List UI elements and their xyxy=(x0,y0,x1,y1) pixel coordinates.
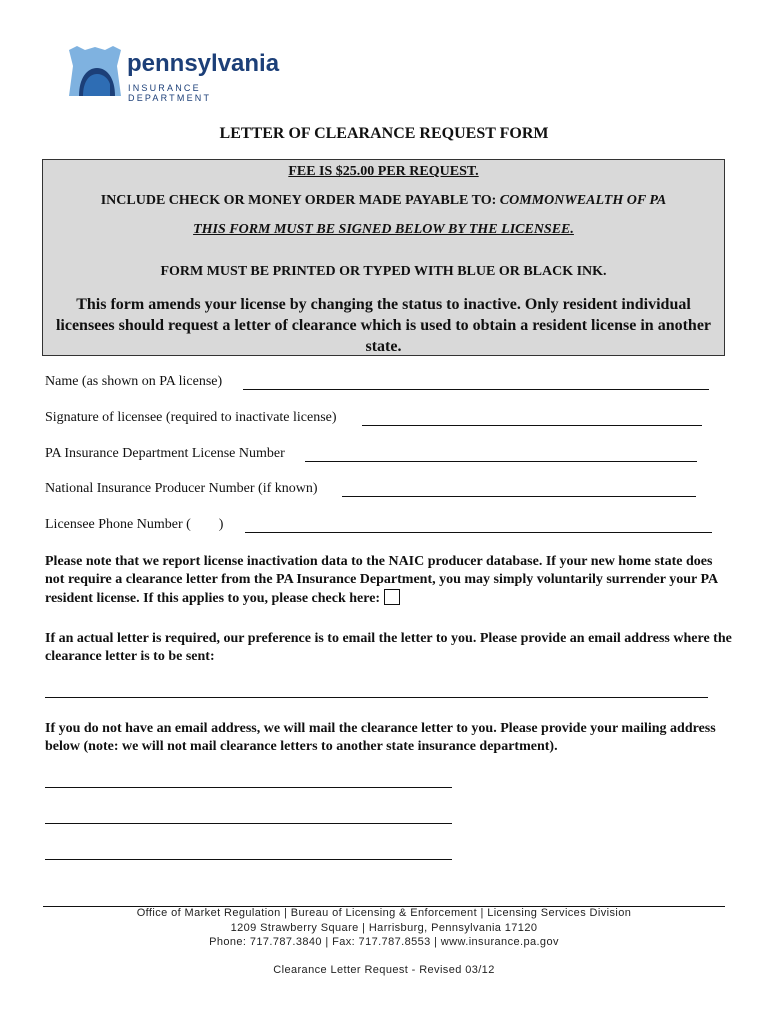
keystone-icon xyxy=(67,44,123,100)
logo-subtitle: INSURANCE DEPARTMENT xyxy=(128,83,212,103)
footer-contact: Phone: 717.787.3840 | Fax: 717.787.8553 | www.insurance.pa.gov xyxy=(209,936,559,948)
ink-notice: FORM MUST BE PRINTED OR TYPED WITH BLUE OR BLACK INK. xyxy=(160,264,607,279)
phone-field-line[interactable] xyxy=(245,532,712,533)
signature-notice: THIS FORM MUST BE SIGNED BELOW BY THE LICENSEE. xyxy=(193,222,574,237)
mailing-address-line-2[interactable] xyxy=(45,823,452,824)
mail-note: If you do not have an email address, we will mail the clearance letter to you. Please provide your mailing address below (note: we will not mail clearance letters to another state insurance department). xyxy=(45,721,716,754)
footer-address: 1209 Strawberry Square | Harrisburg, Pennsylvania 17120 xyxy=(230,922,538,934)
notice-box xyxy=(42,159,725,356)
license-number-field-line[interactable] xyxy=(305,461,697,462)
pa-insurance-logo xyxy=(67,44,280,103)
email-address-line[interactable] xyxy=(45,697,708,698)
name-field-line[interactable] xyxy=(243,389,709,390)
logo-wordmark: pennsylvania xyxy=(127,50,280,77)
payable-prefix: INCLUDE CHECK OR MONEY ORDER MADE PAYABLE TO: xyxy=(100,193,500,208)
signature-field-line[interactable] xyxy=(362,425,702,426)
naic-note xyxy=(45,553,735,608)
mailing-address-line-1[interactable] xyxy=(45,787,452,788)
payable-notice xyxy=(43,193,724,209)
fee-notice: FEE IS $25.00 PER REQUEST. xyxy=(288,164,479,179)
signature-field-label: Signature of licensee (required to inactivate license) xyxy=(45,410,337,425)
npn-field-line[interactable] xyxy=(342,496,696,497)
surrender-license-checkbox[interactable] xyxy=(384,589,400,605)
footer-revision: Clearance Letter Request - Revised 03/12 xyxy=(273,964,495,976)
name-field-label: Name (as shown on PA license) xyxy=(45,374,223,389)
payable-to: COMMONWEALTH OF PA xyxy=(499,193,667,208)
amendment-notice: This form amends your license by changing the status to inactive. Only resident individual licensees should request a letter of clearance which is used to obtain a resident license in another state. xyxy=(55,296,712,355)
email-note: If an actual letter is required, our preference is to email the letter to you. Please provide an email address where the clearance letter is to be sent: xyxy=(45,631,732,664)
form-title: LETTER OF CLEARANCE REQUEST FORM xyxy=(219,125,549,142)
phone-field-label: Licensee Phone Number ( ) xyxy=(45,517,224,532)
npn-field-label: National Insurance Producer Number (if known) xyxy=(45,481,318,496)
mailing-address-line-3[interactable] xyxy=(45,859,452,860)
naic-note-text: Please note that we report license inactivation data to the NAIC producer database. If your new home state does not require a clearance letter from the PA Insurance Department, you may simply voluntarily surrender your PA resident license. If this applies to you, please check here: xyxy=(45,554,718,606)
footer-office: Office of Market Regulation | Bureau of Licensing & Enforcement | Licensing Services Division xyxy=(136,907,632,919)
license-number-field-label: PA Insurance Department License Number xyxy=(45,446,285,461)
